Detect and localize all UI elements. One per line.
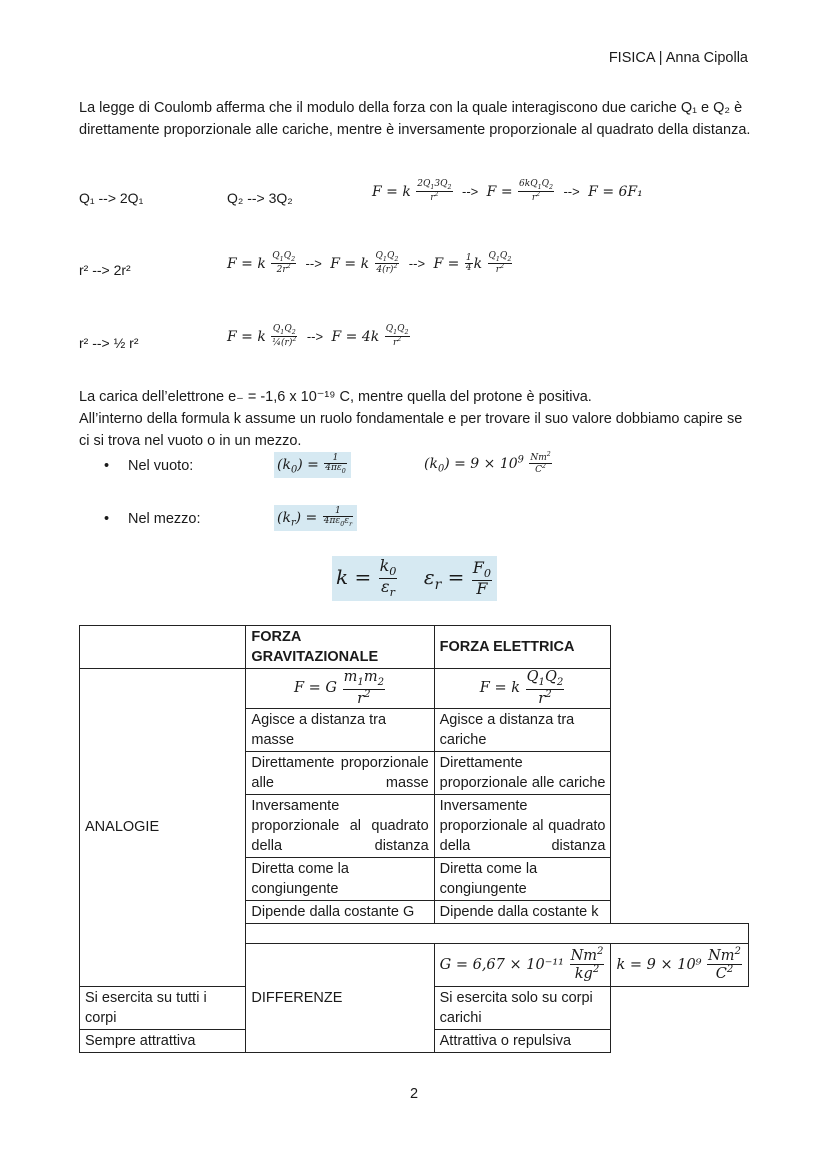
table-cell: Diretta come la congiungente <box>434 857 611 900</box>
formula-distance-double: F = k $\frac{Q_1Q_2}{2r^2}$ --> F = k $\frac{Q_1Q_2}{4(r)^2}$ --> F = $\frac{1}{4}$ k $\frac{Q_1Q_2}{r^2}$ <box>227 251 512 276</box>
r-half-label: r² --> ½ r² <box>79 335 139 351</box>
arrow: --> <box>306 328 324 344</box>
table-cell: Diretta come la congiungente <box>246 857 434 900</box>
table-cell: Sempre attrattiva <box>80 1029 246 1052</box>
table-cell: Agisce a distanza tra cariche <box>434 708 611 751</box>
table-header-row <box>80 626 749 669</box>
page-header: FISICA | Anna Cipolla <box>608 50 748 66</box>
bullet-dot: • <box>104 511 110 527</box>
page-number: 2 <box>409 1086 419 1102</box>
differenze-label: DIFFERENZE <box>246 943 434 1052</box>
formula-distance-half: F = k $\frac{Q_1Q_2}{\frac{1}{4}(r)^2}$ --> F = 4k $\frac{Q_1Q_2}{r^2}$ <box>227 324 409 349</box>
arrow: --> <box>461 183 479 199</box>
table-cell: Dipende dalla costante G <box>246 900 434 923</box>
k-constant-value: k = 9 × 10⁹ $\frac{Nm^2}{C^2}$ <box>611 943 749 986</box>
spacer-cell <box>246 923 749 943</box>
table-cell: Inversamente proporzionale al quadrato della distanza <box>246 794 434 857</box>
header-electric: FORZA ELETTRICA <box>434 626 611 669</box>
formula-k0-value: $(k_0) = 9 \times 10^9$ $\frac{Nm^2}{C^2}$ <box>424 451 551 476</box>
q1-change-label: Q₁ --> 2Q₁ <box>79 190 144 206</box>
bullet-mezzo-label: Nel mezzo: <box>128 511 201 527</box>
arrow: --> <box>305 255 322 271</box>
table-cell: Agisce a distanza tra masse <box>246 708 434 751</box>
table-cell: Direttamente proporzionale alle masse <box>246 751 434 794</box>
table-cell: Inversamente proporzionale al quadrato della distanza <box>434 794 611 857</box>
electron-charge-text: La carica dell’elettrone e₋ = -1,6 x 10⁻¹⁹ C, mentre quella del protone è positiva. <box>79 389 592 405</box>
bullet-mezzo <box>104 511 284 533</box>
table-cell: Direttamente proporzionale alle cariche <box>434 751 611 794</box>
table-row <box>80 669 749 709</box>
formula-k0: $(k_0)$ = $\frac{1}{4\pi\varepsilon_0}$ <box>274 452 351 478</box>
result-6f: F = 6F₁ <box>588 183 643 200</box>
bullet-dot: • <box>104 458 110 474</box>
bullet-vuoto <box>104 458 284 480</box>
r-double-label: r² --> 2r² <box>79 262 131 278</box>
formula-k-epsilon: k = $\frac{k_0}{\varepsilon_r}$ $\varepsilon_r$ = $\frac{F_0}{F}$ <box>332 556 497 601</box>
table-cell: Attrattiva o repulsiva <box>434 1029 611 1052</box>
gravity-formula: F = G $\frac{m_1m_2}{r^2}$ <box>246 669 434 709</box>
arrow: --> <box>563 183 580 199</box>
arrow: --> <box>408 255 426 271</box>
coulomb-intro: La legge di Coulomb afferma che il modulo della forza con la quale interagiscono due cariche Q₁ e Q₂ è direttamente proporzionale alle cariche, mentre è inversamente proporzionale al quadrato della distanza. <box>79 100 751 138</box>
k-constant-text: All’interno della formula k assume un ruolo fondamentale e per trovare il suo valore dobbiamo capire se ci si trova nel vuoto o in un mezzo. <box>79 411 743 449</box>
header-gravitational: FORZA GRAVITAZIONALE <box>246 626 434 669</box>
formula-kr: $(k_r)$ = $\frac{1}{4\pi\varepsilon_0\varepsilon_r}$ <box>274 505 357 531</box>
formula-charge-change: F = k $\frac{2Q_13Q_2}{r^2}$ --> F = $\frac{6kQ_1Q_2}{r^2}$ --> F = 6F₁ <box>372 179 643 204</box>
g-constant-value: G = 6,67 × 10⁻¹¹ $\frac{Nm^2}{kg^2}$ <box>434 943 611 986</box>
q2-change-label: Q₂ --> 3Q₂ <box>227 190 293 206</box>
analogie-label: ANALOGIE <box>80 669 246 987</box>
g-value-text: G = 6,67 × 10⁻¹¹ <box>439 956 564 973</box>
bullet-vuoto-label: Nel vuoto: <box>128 458 194 474</box>
coulomb-formula: F = k $\frac{Q_1Q_2}{r^2}$ <box>434 669 611 709</box>
k-value-text: k = 9 × 10⁹ <box>616 956 702 973</box>
table-cell: Si esercita su tutti i corpi <box>80 986 246 1029</box>
table-cell: Si esercita solo su corpi carichi <box>434 986 611 1029</box>
table-cell: Dipende dalla costante k <box>434 900 611 923</box>
comparison-table <box>79 625 749 1053</box>
empty-cell <box>80 626 246 669</box>
